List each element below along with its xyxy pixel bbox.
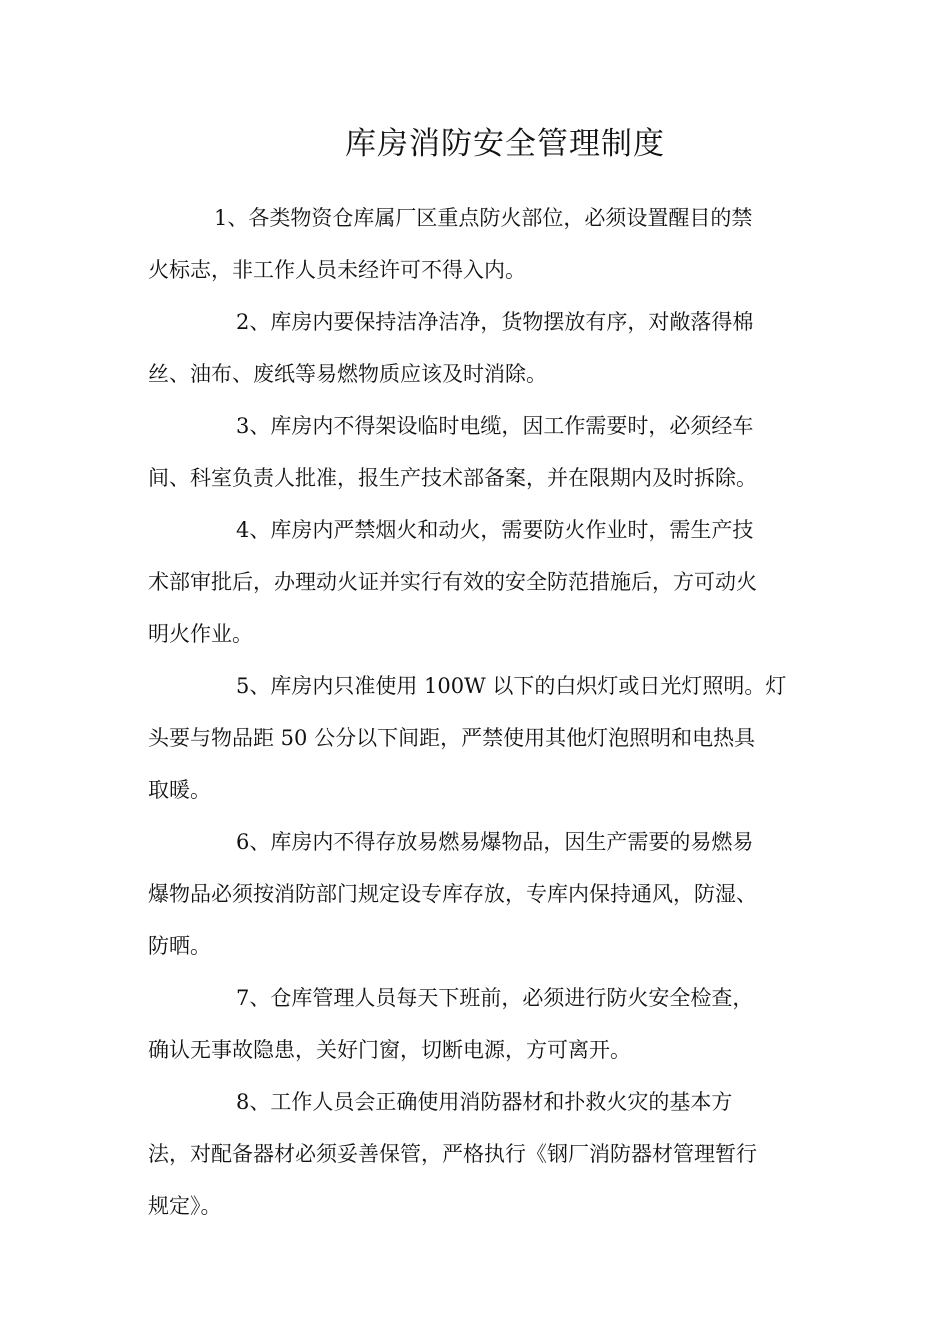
paragraph-line: 确认无事故隐患，关好门窗，切断电源，方可离开。	[148, 1038, 631, 1062]
paragraph-line: 规定》。	[148, 1194, 222, 1218]
rule-paragraph-7	[148, 972, 808, 1076]
rule-paragraph-3	[148, 400, 808, 504]
rule-paragraph-5	[148, 660, 808, 816]
rule-paragraph-4	[148, 504, 808, 660]
document-body	[148, 192, 808, 1232]
paragraph-line: 4、库房内严禁烟火和动火，需要防火作业时，需生产技	[236, 518, 754, 542]
paragraph-line: 7、仓库管理人员每天下班前，必须进行防火安全检查，	[236, 986, 754, 1010]
document-title: 库房消防安全管理制度	[345, 126, 665, 162]
rule-paragraph-8	[148, 1076, 808, 1232]
rule-paragraph-1	[148, 192, 808, 296]
paragraph-line: 1、各类物资仓库属厂区重点防火部位，必须设置醒目的禁	[214, 206, 753, 230]
paragraph-line: 6、库房内不得存放易燃易爆物品，因生产需要的易燃易	[236, 830, 754, 854]
paragraph-line: 2、库房内要保持洁净洁净，货物摆放有序，对敞落得棉	[236, 310, 754, 334]
paragraph-line: 爆物品必须按消防部门规定设专库存放，专库内保持通风，防湿、	[148, 882, 757, 906]
rule-paragraph-2	[148, 296, 808, 400]
paragraph-line: 间、科室负责人批准，报生产技术部备案，并在限期内及时拆除。	[148, 466, 757, 490]
paragraph-line: 火标志，非工作人员未经许可不得入内。	[148, 258, 526, 282]
paragraph-line: 3、库房内不得架设临时电缆，因工作需要时，必须经车	[236, 414, 754, 438]
rule-paragraph-6	[148, 816, 808, 972]
paragraph-line: 明火作业。	[148, 622, 253, 646]
paragraph-line: 5、库房内只准使用 100W 以下的白炽灯或日光灯照明。灯	[236, 674, 787, 698]
paragraph-line: 取暖。	[148, 778, 211, 802]
paragraph-line: 术部审批后，办理动火证并实行有效的安全防范措施后，方可动火	[148, 570, 757, 594]
paragraph-line: 防晒。	[148, 934, 211, 958]
paragraph-line: 8、工作人员会正确使用消防器材和扑救火灾的基本方	[236, 1090, 733, 1114]
paragraph-line: 头要与物品距 50 公分以下间距，严禁使用其他灯泡照明和电热具	[148, 726, 756, 750]
paragraph-line: 丝、油布、废纸等易燃物质应该及时消除。	[148, 362, 547, 386]
paragraph-line: 法，对配备器材必须妥善保管，严格执行《钢厂消防器材管理暂行	[148, 1142, 757, 1166]
